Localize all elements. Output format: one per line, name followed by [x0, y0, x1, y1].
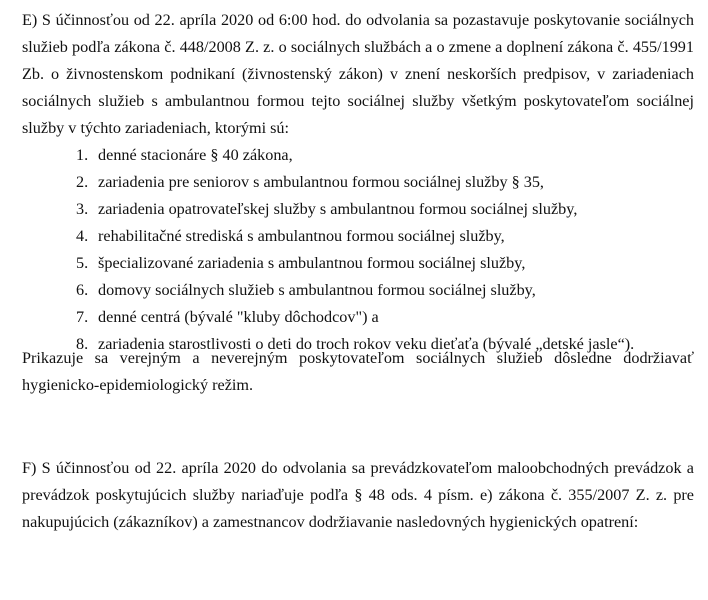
list-item-number: 3.: [76, 200, 89, 218]
list-item-number: 5.: [76, 254, 89, 272]
list-item-number: 4.: [76, 227, 89, 245]
list-item-text: zariadenia pre seniorov s ambulantnou formou sociálnej služby § 35,: [98, 173, 544, 191]
list-item-number: 7.: [76, 308, 89, 326]
section-e-closing-paragraph: Prikazuje sa verejným a neverejným poskytovateľom sociálnych služieb dôsledne dodržiavať hygienicko-epidemiologický režim.: [22, 349, 694, 394]
list-item: [76, 304, 696, 331]
list-item-text: zariadenia opatrovateľskej služby s ambulantnou formou sociálnej služby,: [98, 200, 578, 218]
list-item-number: 1.: [76, 146, 89, 164]
facility-list: [76, 142, 696, 358]
list-item: [76, 250, 696, 277]
list-item-number: 6.: [76, 281, 89, 299]
list-item: [76, 223, 696, 250]
section-e-paragraph: E) S účinnosťou od 22. apríla 2020 od 6:00 hod. do odvolania sa pozastavuje poskytovanie sociálnych služieb podľa zákona č. 448/2008 Z. z. o sociálnych službách a o zmene a doplnení zákona č. 455/1991 Zb. o živnostenskom podnikaní (živnostenský zákon) v znení neskorších predpisov, v zariadeniach sociálnych služieb s ambulantnou formou tejto sociálnej služby všetkým poskytovateľom sociálnej služby v týchto zariadeniach, ktorými sú:: [22, 11, 694, 137]
list-item-text: domovy sociálnych služieb s ambulantnou formou sociálnej služby,: [98, 281, 536, 299]
list-item: [76, 142, 696, 169]
list-item-text: rehabilitačné strediská s ambulantnou formou sociálnej služby,: [98, 227, 505, 245]
list-item-text: špecializované zariadenia s ambulantnou formou sociálnej služby,: [98, 254, 526, 272]
list-item: [76, 169, 696, 196]
list-item-text: denné centrá (bývalé "kluby dôchodcov") a: [98, 308, 379, 326]
list-item: [76, 196, 696, 223]
list-item-text: denné stacionáre § 40 zákona,: [98, 146, 293, 164]
list-item: [76, 277, 696, 304]
section-f-paragraph: F) S účinnosťou od 22. apríla 2020 do odvolania sa prevádzkovateľom maloobchodných prevádzok a prevádzok poskytujúcich služby nariaďuje podľa § 48 ods. 4 písm. e) zákona č. 355/2007 Z. z. pre nakupujúcich (zákazníkov) a zamestnancov dodržiavanie nasledovných hygienických opatrení:: [22, 459, 694, 531]
list-item-number: 8.: [76, 335, 89, 353]
list-item-text: zariadenia starostlivosti o deti do troch rokov veku dieťaťa (bývalé „detské jasle“).: [98, 335, 635, 353]
list-item-number: 2.: [76, 173, 89, 191]
